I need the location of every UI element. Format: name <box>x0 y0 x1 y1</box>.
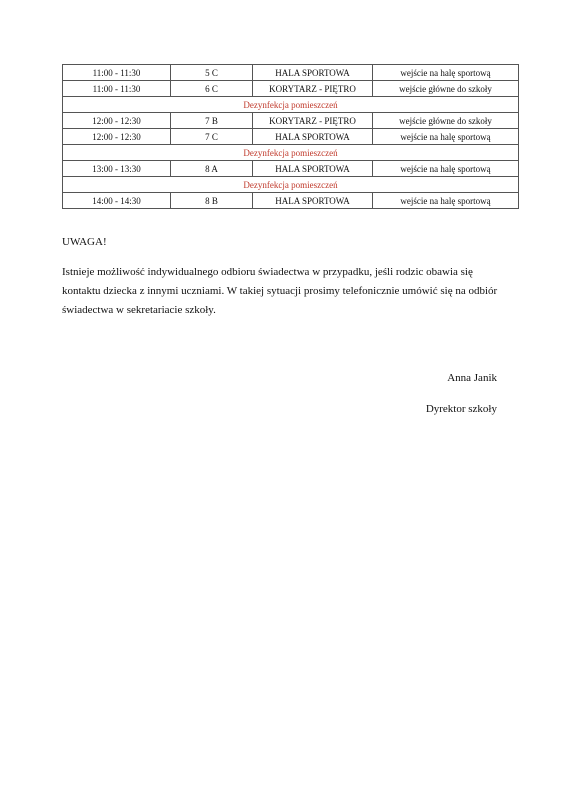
schedule-body <box>63 65 519 209</box>
table-row <box>63 129 519 145</box>
room-cell: HALA SPORTOWA <box>253 65 373 81</box>
table-row <box>63 161 519 177</box>
table-row <box>63 113 519 129</box>
disinfection-label: Dezynfekcja pomieszczeń <box>63 97 519 113</box>
disinfection-row <box>63 177 519 193</box>
time-cell: 13:00 - 13:30 <box>63 161 171 177</box>
time-cell: 12:00 - 12:30 <box>63 113 171 129</box>
class-cell: 5 C <box>171 65 253 81</box>
class-cell: 8 B <box>171 193 253 209</box>
entrance-cell: wejście główne do szkoły <box>373 113 519 129</box>
entrance-cell: wejście na halę sportową <box>373 65 519 81</box>
class-cell: 6 C <box>171 81 253 97</box>
schedule-table <box>62 64 519 209</box>
disinfection-label: Dezynfekcja pomieszczeń <box>63 177 519 193</box>
table-row <box>63 65 519 81</box>
entrance-cell: wejście główne do szkoły <box>373 81 519 97</box>
room-cell: KORYTARZ - PIĘTRO <box>253 81 373 97</box>
table-row <box>63 81 519 97</box>
entrance-cell: wejście na halę sportową <box>373 129 519 145</box>
room-cell: HALA SPORTOWA <box>253 193 373 209</box>
note-body: Istnieje możliwość indywidualnego odbioru świadectwa w przypadku, jeśli rodzic obawia się kontaktu dziecka z innymi uczniami. W takiej sytuacji prosimy telefonicznie umówić się na odbiór świadectwa w sekretariacie szkoły. <box>62 266 498 316</box>
signature-name: Anna Janik <box>447 372 497 384</box>
room-cell: HALA SPORTOWA <box>253 161 373 177</box>
time-cell: 11:00 - 11:30 <box>63 65 171 81</box>
disinfection-row <box>63 145 519 161</box>
signature-title: Dyrektor szkoły <box>425 403 497 415</box>
entrance-cell: wejście na halę sportową <box>373 161 519 177</box>
table-row <box>63 193 519 209</box>
disinfection-label: Dezynfekcja pomieszczeń <box>63 145 519 161</box>
room-cell: HALA SPORTOWA <box>253 129 373 145</box>
class-cell: 7 C <box>171 129 253 145</box>
class-cell: 7 B <box>171 113 253 129</box>
entrance-cell: wejście na halę sportową <box>373 193 519 209</box>
note-heading: UWAGA! <box>62 236 107 248</box>
class-cell: 8 A <box>171 161 253 177</box>
disinfection-row <box>63 97 519 113</box>
time-cell: 14:00 - 14:30 <box>63 193 171 209</box>
time-cell: 12:00 - 12:30 <box>63 129 171 145</box>
time-cell: 11:00 - 11:30 <box>63 81 171 97</box>
room-cell: KORYTARZ - PIĘTRO <box>253 113 373 129</box>
